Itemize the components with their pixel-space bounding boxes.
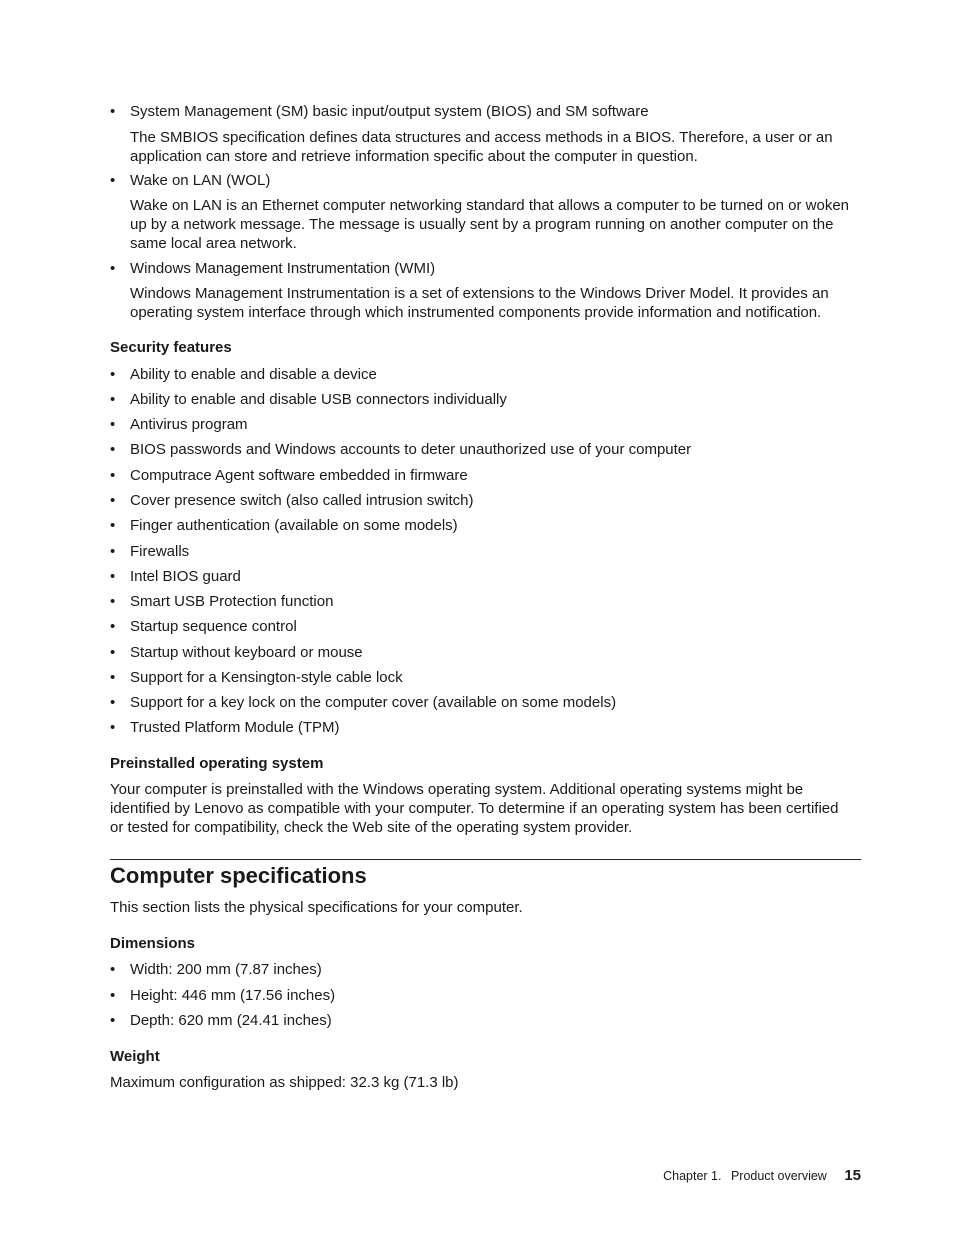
- dimension-item: Width: 200 mm (7.87 inches): [130, 961, 322, 978]
- security-item: Trusted Platform Module (TPM): [130, 719, 340, 736]
- dimension-item: Height: 446 mm (17.56 inches): [130, 987, 336, 1004]
- bullet-marker: •: [110, 441, 116, 458]
- bullet-marker: •: [110, 103, 116, 120]
- specs-intro: This section lists the physical specifications for your computer.: [110, 899, 523, 916]
- security-item: Support for a Kensington-style cable lock: [130, 669, 403, 686]
- security-item: Intel BIOS guard: [130, 568, 241, 585]
- bullet-marker: •: [110, 961, 116, 978]
- security-item: Ability to enable and disable a device: [130, 366, 377, 383]
- security-item: Firewalls: [130, 543, 190, 560]
- bullet-marker: •: [110, 1012, 116, 1029]
- mgmt-item-description: The SMBIOS specification defines data structures and access methods in a BIOS. Therefore, a user or an application can store and retrieve information specific about the computer in question.: [130, 129, 833, 165]
- bullet-marker: •: [110, 618, 116, 635]
- footer-section: Product overview: [730, 1169, 827, 1183]
- page-number: 15: [844, 1167, 861, 1184]
- bullet-marker: •: [110, 467, 116, 484]
- weight-text: Maximum configuration as shipped: 32.3 kg (71.3 lb): [110, 1074, 459, 1091]
- bullet-marker: •: [110, 644, 116, 661]
- dimension-item: Depth: 620 mm (24.41 inches): [130, 1012, 332, 1029]
- os-paragraph: Your computer is preinstalled with the Windows operating system. Additional operating systems might be identified by Lenovo as compatible with your computer. To determine if an operating system has been certified or tested for compatibility, check the Web site of the operating system provider.: [110, 781, 839, 836]
- bullet-marker: •: [110, 260, 116, 277]
- bullet-marker: •: [110, 593, 116, 610]
- dimensions-heading: Dimensions: [110, 935, 196, 952]
- section-title: Computer specifications: [110, 863, 367, 888]
- security-heading: Security features: [110, 339, 232, 356]
- security-item: Startup without keyboard or mouse: [130, 644, 363, 661]
- bullet-marker: •: [110, 517, 116, 534]
- bullet-marker: •: [110, 568, 116, 585]
- mgmt-item-description: Windows Management Instrumentation is a set of extensions to the Windows Driver Model. It provides an operating system interface through which instrumented components provide information and notification.: [130, 285, 829, 321]
- security-item: Support for a key lock on the computer cover (available on some models): [130, 694, 617, 711]
- bullet-marker: •: [110, 416, 116, 433]
- bullet-marker: •: [110, 492, 116, 509]
- security-item: BIOS passwords and Windows accounts to deter unauthorized use of your computer: [130, 441, 692, 458]
- bullet-marker: •: [110, 366, 116, 383]
- mgmt-item-title: Windows Management Instrumentation (WMI): [130, 260, 436, 277]
- mgmt-item-description: Wake on LAN is an Ethernet computer networking standard that allows a computer to be turned on or woken up by a network message. The message is usually sent by a program running on another computer on the same local area network.: [130, 197, 850, 252]
- security-item: Smart USB Protection function: [130, 593, 334, 610]
- security-item: Startup sequence control: [130, 618, 297, 635]
- bullet-marker: •: [110, 172, 116, 189]
- footer-chapter: Chapter 1.: [663, 1169, 722, 1183]
- section-divider: [110, 859, 861, 860]
- bullet-marker: •: [110, 391, 116, 408]
- page-footer: [663, 1166, 861, 1186]
- bullet-marker: •: [110, 694, 116, 711]
- security-item: Computrace Agent software embedded in firmware: [130, 467, 468, 484]
- security-item: Antivirus program: [130, 416, 248, 433]
- bullet-marker: •: [110, 719, 116, 736]
- os-heading: Preinstalled operating system: [110, 755, 324, 772]
- mgmt-item-title: Wake on LAN (WOL): [130, 172, 271, 189]
- security-item: Ability to enable and disable USB connectors individually: [130, 391, 507, 408]
- security-item: Finger authentication (available on some models): [130, 517, 458, 534]
- bullet-marker: •: [110, 669, 116, 686]
- mgmt-item-title: System Management (SM) basic input/output system (BIOS) and SM software: [130, 103, 649, 120]
- security-item: Cover presence switch (also called intrusion switch): [130, 492, 474, 509]
- bullet-marker: •: [110, 543, 116, 560]
- bullet-marker: •: [110, 987, 116, 1004]
- weight-heading: Weight: [110, 1048, 160, 1065]
